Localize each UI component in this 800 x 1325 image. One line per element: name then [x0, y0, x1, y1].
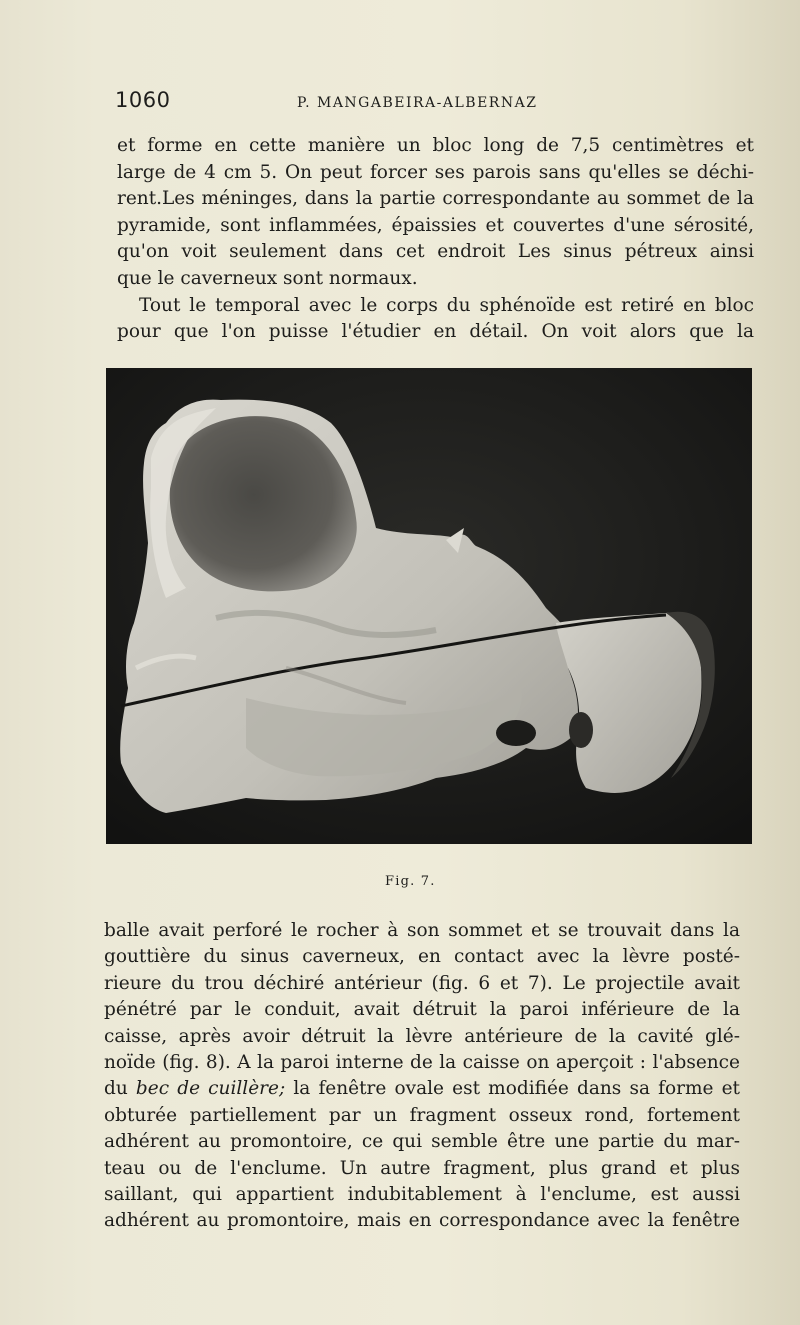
text-line: Tout le temporal avec le corps du sphénoïde est retiré en bloc — [139, 294, 754, 316]
text-line: pyramide, sont inflammées, épaissies et couvertes d'une sérosité, — [117, 214, 754, 236]
text-line: noïde (fig. 8). A la paroi interne de la caisse on aperçoit : l'absence — [104, 1052, 740, 1074]
text-line: pénétré par le conduit, avait détruit la paroi inférieure de la — [104, 999, 740, 1021]
text-line: adhérent au promontoire, ce qui semble être une partie du mar- — [104, 1131, 740, 1153]
text-line: obturée partiellement par un fragment osseux rond, fortement — [104, 1104, 740, 1126]
text-line: adhérent au promontoire, mais en correspondance avec la fenêtre — [104, 1210, 740, 1232]
figure-caption — [385, 874, 436, 889]
paragraph-top — [117, 133, 754, 346]
text-line: saillant, qui appartient indubitablement à l'enclume, est aussi — [104, 1184, 740, 1206]
text-line: gouttière du sinus caverneux, en contact avec la lèvre posté- — [104, 946, 740, 968]
temporal-bone-photo — [106, 368, 752, 844]
text-line: caisse, après avoir détruit la lèvre antérieure de la cavité glé- — [104, 1025, 740, 1047]
text-line: rent.Les méninges, dans la partie correspondante au sommet de la — [117, 188, 754, 210]
caption-prefix: Fig. — [385, 874, 416, 889]
text-line: qu'on voit seulement dans cet endroit Les sinus pétreux ainsi — [117, 241, 754, 263]
text-line: pour que l'on puisse l'étudier en détail. On voit alors que la — [117, 321, 754, 343]
text-line: rieure du trou déchiré antérieur (fig. 6 et 7). Le projectile avait — [104, 972, 740, 994]
italic-term: bec de cuillère; — [135, 1078, 286, 1100]
caption-number: 7. — [420, 874, 436, 889]
running-head: P. MANGABEIRA-ALBERNAZ — [297, 95, 538, 111]
paragraph-bottom — [104, 918, 740, 1235]
text-line: teau ou de l'enclume. Un autre fragment, plus grand et plus — [104, 1157, 740, 1179]
figure-photograph — [106, 368, 752, 844]
text-line: que le caverneux sont normaux. — [117, 267, 418, 289]
text-line: et forme en cette manière un bloc long de 7,5 centimètres et — [117, 135, 754, 156]
text-line: balle avait perforé le rocher à son sommet et se trouvait dans la — [104, 920, 740, 941]
page-number: 1060 — [115, 88, 171, 112]
text-line: du bec de cuillère; la fenêtre ovale est modifiée dans sa forme et — [104, 1078, 740, 1100]
text-line: large de 4 cm 5. On peut forcer ses parois sans qu'elles se déchi- — [117, 161, 754, 183]
